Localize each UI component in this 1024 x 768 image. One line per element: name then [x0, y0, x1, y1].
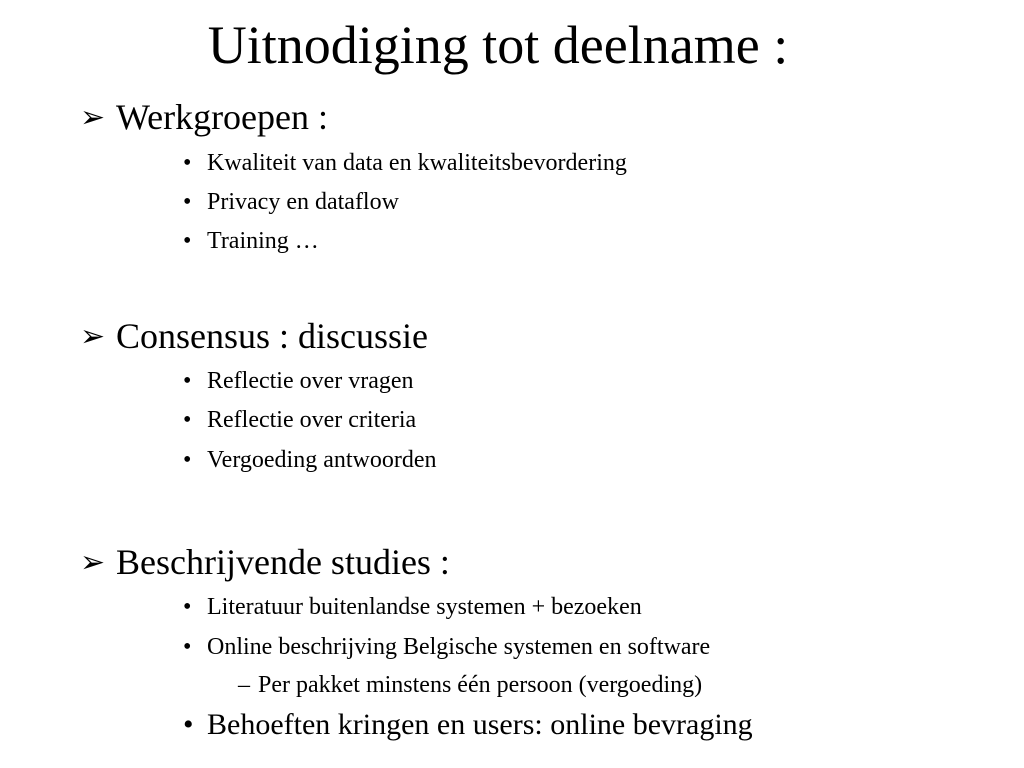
bullet-icon: • — [183, 594, 192, 620]
list-item-text: Vergoeding antwoorden — [207, 447, 437, 473]
dash-bullet-icon: – — [238, 672, 250, 698]
sub-list-item — [238, 670, 702, 700]
list-item-text: Behoeften kringen en users: online bevraging — [207, 708, 753, 741]
list-item — [183, 445, 437, 475]
bullet-icon: • — [183, 150, 192, 176]
list-item-text: Reflectie over criteria — [207, 407, 417, 433]
list-item-text: Literatuur buitenlandse systemen + bezoeken — [207, 594, 642, 620]
section-heading-beschrijvende-studies — [80, 541, 450, 584]
list-item-text: Privacy en dataflow — [207, 189, 399, 215]
list-item-text: Training … — [207, 228, 319, 254]
list-item-text: Online beschrijving Belgische systemen en software — [207, 634, 711, 660]
list-item — [183, 187, 399, 217]
list-item — [183, 632, 710, 662]
sub-list-item-text: Per pakket minstens één persoon (vergoeding) — [258, 672, 703, 698]
section-heading-text: Werkgroepen : — [116, 97, 329, 137]
bullet-icon: • — [183, 634, 192, 660]
list-item — [183, 148, 627, 178]
arrow-bullet-icon: ➢ — [80, 320, 106, 353]
section-heading-consensus — [80, 315, 428, 358]
list-item — [183, 592, 642, 622]
bullet-icon: • — [183, 708, 194, 741]
bullet-icon: • — [183, 189, 192, 215]
list-item — [183, 366, 414, 396]
section-heading-text: Beschrijvende studies : — [116, 542, 450, 582]
arrow-bullet-icon: ➢ — [80, 546, 106, 579]
list-item-text: Reflectie over vragen — [207, 368, 414, 394]
bullet-icon: • — [183, 368, 192, 394]
section-heading-werkgroepen — [80, 96, 328, 139]
list-item-text: Kwaliteit van data en kwaliteitsbevordering — [207, 150, 627, 176]
bullet-icon: • — [183, 447, 192, 473]
bullet-icon: • — [183, 407, 192, 433]
list-item — [183, 707, 753, 743]
list-item — [183, 405, 416, 435]
section-heading-text: Consensus : discussie — [116, 316, 429, 356]
slide-title: Uitnodiging tot deelname : — [207, 15, 789, 75]
list-item — [183, 226, 319, 256]
arrow-bullet-icon: ➢ — [80, 101, 106, 134]
bullet-icon: • — [183, 228, 192, 254]
